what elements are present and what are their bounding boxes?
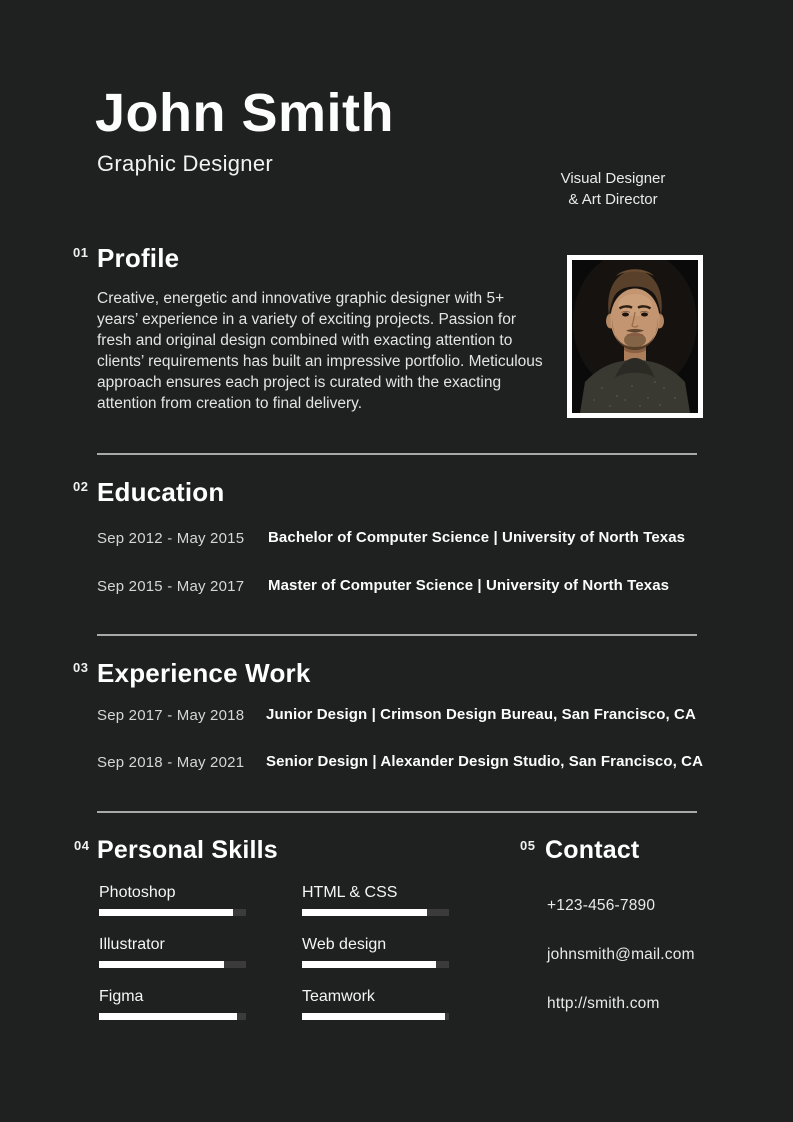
- section-title-profile: Profile: [97, 243, 180, 273]
- contact-email: johnsmith@mail.com: [547, 946, 695, 963]
- skill-bar-fill: [99, 1013, 237, 1020]
- skill-label: Figma: [99, 988, 144, 1005]
- skill-bar-fill: [99, 909, 233, 916]
- contact-list: [547, 898, 695, 1045]
- skill-bar-fill: [99, 961, 224, 968]
- section-number-profile: 01: [73, 245, 89, 260]
- skill-bar-fill: [302, 961, 436, 968]
- skill-bar-track: [302, 961, 449, 968]
- experience-row-detail: Senior Design | Alexander Design Studio, San Francisco, CA: [266, 753, 704, 770]
- role-tagline: [533, 168, 693, 210]
- education-row-dates: Sep 2012 - May 2015: [97, 530, 245, 547]
- profile-photo: [567, 255, 703, 418]
- skill-bar-fill: [302, 909, 427, 916]
- divider-2: [97, 634, 697, 636]
- section-title-experience: Experience Work: [97, 658, 311, 688]
- section-title-contact: Contact: [545, 836, 640, 864]
- skill-label: Photoshop: [99, 884, 176, 901]
- skill-bar-track: [302, 909, 449, 916]
- experience-row-dates: Sep 2017 - May 2018: [97, 707, 245, 724]
- divider-1: [97, 453, 697, 455]
- skill-item: [302, 988, 462, 1020]
- contact-website: http://smith.com: [547, 995, 660, 1012]
- skill-label: HTML & CSS: [302, 884, 398, 901]
- skill-label: Teamwork: [302, 988, 375, 1005]
- divider-3: [97, 811, 697, 813]
- section-number-education: 02: [73, 479, 89, 494]
- profile-paragraph: Creative, energetic and innovative graphic designer with 5+ years’ experience in a variety of exciting projects. Passion for fresh and original design combined with exacting attention to clients’ requirements has built an impressive portfolio. Meticulous approach ensures each project is curated with the exacting attention from creation to final delivery.: [97, 290, 543, 412]
- section-number-contact: 05: [520, 838, 536, 853]
- person-job-title: Graphic Designer: [97, 151, 273, 176]
- skills-column-right: [302, 884, 462, 1040]
- education-row-detail: Bachelor of Computer Science | University of North Texas: [268, 529, 686, 546]
- education-row-detail: Master of Computer Science | University of North Texas: [268, 577, 670, 594]
- section-number-experience: 03: [73, 660, 89, 675]
- skill-label: Illustrator: [99, 936, 165, 953]
- contact-phone: +123-456-7890: [547, 897, 656, 914]
- skill-label: Web design: [302, 936, 387, 953]
- skill-bar-track: [302, 1013, 449, 1020]
- skill-bar-track: [99, 1013, 246, 1020]
- skill-bar-track: [99, 961, 246, 968]
- role-line-1: Visual Designer: [560, 170, 666, 187]
- skill-item: [99, 884, 259, 916]
- skills-column-left: [99, 884, 259, 1040]
- skill-item: [302, 936, 462, 968]
- skill-bar-fill: [302, 1013, 445, 1020]
- section-title-education: Education: [97, 477, 225, 507]
- portrait-illustration: [572, 260, 698, 413]
- person-name: John Smith: [95, 83, 394, 143]
- experience-row-dates: Sep 2018 - May 2021: [97, 754, 245, 771]
- section-number-skills: 04: [74, 838, 90, 853]
- skill-item: [99, 936, 259, 968]
- skill-item: [302, 884, 462, 916]
- education-row-dates: Sep 2015 - May 2017: [97, 578, 245, 595]
- role-line-2: & Art Director: [568, 191, 658, 208]
- experience-row-detail: Junior Design | Crimson Design Bureau, San Francisco, CA: [266, 706, 696, 723]
- section-title-skills: Personal Skills: [97, 836, 278, 864]
- skill-bar-track: [99, 909, 246, 916]
- skill-item: [99, 988, 259, 1020]
